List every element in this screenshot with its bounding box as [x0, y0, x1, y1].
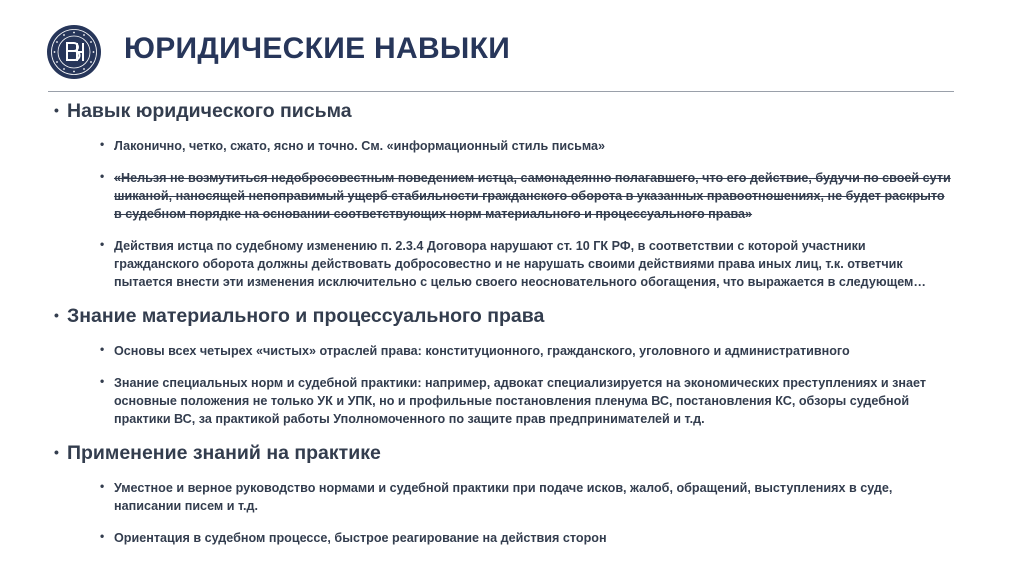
bullet-icon: •	[100, 479, 105, 493]
list-item	[100, 374, 954, 428]
section-legal-writing	[54, 99, 954, 291]
bullet-icon: •	[100, 237, 105, 251]
section-heading: Знание материального и процессуального права	[67, 305, 545, 327]
bullet-icon: •	[100, 342, 105, 356]
list-item	[100, 342, 954, 360]
list-item-struck	[100, 169, 954, 223]
title-divider	[48, 91, 954, 92]
list-item-text: Основы всех четырех «чистых» отраслей права: конституционного, гражданского, уголовного и административного	[114, 344, 850, 358]
list-item-text: Действия истца по судебному изменению п. 2.3.4 Договора нарушают ст. 10 ГК РФ, в соответствии с которой участники гражданского оборота должны действовать добросовестно и не нарушать своими действиями права иных лиц, т.к. ответчик пытается внести эти изменения исключительно с целью своего неосновательного обогащения, что выражается в следующем…	[114, 239, 926, 289]
list-item-text: Знание специальных норм и судебной практики: например, адвокат специализируется на экономических преступлениях и знает основные положения не только УК и УПК, но и профильные постановления пленума ВС, постановления КС, обзоры судебной практики ВС, за практикой работы Уполномоченного по защите прав предпринимателей и т.д.	[114, 376, 927, 426]
university-logo	[46, 24, 102, 80]
bullet-icon: •	[54, 102, 59, 118]
list-item	[100, 529, 954, 547]
list-item-text: «Нельзя не возмутиться недобросовестным поведением истца, самонадеянно полагавшего, что его действие, будучи по своей сути шиканой, наносящей непоправимый ущерб стабильности гражданского оборота в указанных правоотношениях, не будет раскрыто в судебном порядке на основании соответствующих норм материального и процессуального права»	[114, 171, 951, 221]
list-item-text: Лаконично, четко, сжато, ясно и точно. См. «информационный стиль письма»	[114, 139, 606, 153]
list-item	[100, 237, 954, 291]
list-item-text: Уместное и верное руководство нормами и судебной практики при подаче исков, жалоб, обращений, выступлениях в суде, написании писем и т.д.	[114, 481, 893, 513]
section-heading: Навык юридического письма	[67, 100, 352, 122]
content-area	[54, 96, 954, 547]
bullet-icon: •	[100, 374, 105, 388]
list-item-text: Ориентация в судебном процессе, быстрое реагирование на действия сторон	[114, 531, 607, 545]
bullet-icon: •	[100, 137, 105, 151]
bullet-icon: •	[54, 307, 59, 323]
bullet-icon: •	[54, 444, 59, 460]
section-practice	[54, 441, 954, 547]
section-substantive-procedural-law	[54, 304, 954, 428]
bullet-icon: •	[100, 529, 105, 543]
bullet-icon: •	[100, 169, 105, 183]
list-item	[100, 137, 954, 155]
section-heading: Применение знаний на практике	[67, 442, 381, 464]
page-title: ЮРИДИЧЕСКИЕ НАВЫКИ	[124, 32, 511, 65]
list-item	[100, 479, 954, 515]
